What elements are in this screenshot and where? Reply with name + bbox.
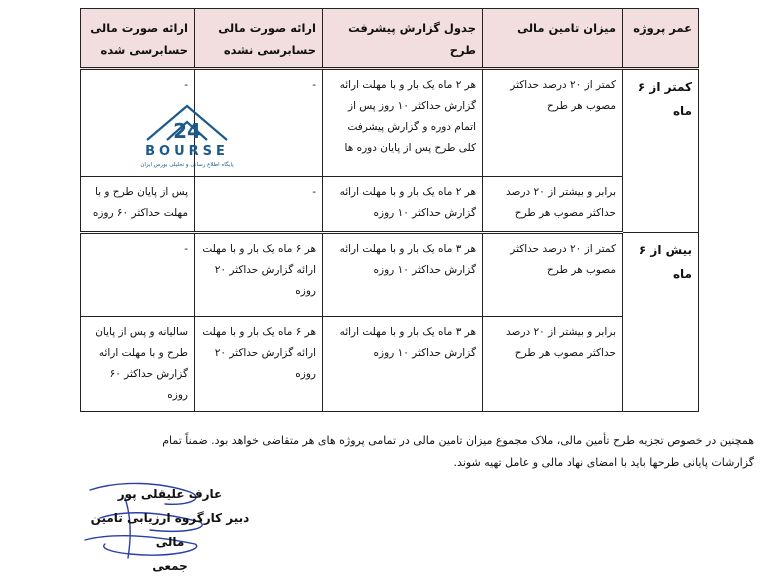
logo-text: BOURSE xyxy=(145,144,229,159)
table-cell-unaudited: هر ۶ ماه یک بار و با مهلت ارائه گزارش حداکثر ۲۰ روزه xyxy=(195,233,323,317)
header-audited-statements: ارائه صورت مالی حسابرسی شده xyxy=(81,9,195,69)
age-over-6-months: بیش از ۶ ماه xyxy=(623,233,699,412)
logo-number: 24 xyxy=(173,119,201,143)
table-cell-unaudited: هر ۶ ماه یک بار و با مهلت ارائه گزارش حداکثر ۲۰ روزه xyxy=(195,317,323,412)
signature-block xyxy=(80,482,260,578)
table-cell-funding: برابر و بیشتر از ۲۰ درصد حداکثر مصوب هر طرح xyxy=(483,177,623,233)
table-cell-audited: - xyxy=(81,69,195,177)
table-cell-unaudited: - xyxy=(195,177,323,233)
table-cell-progress: هر ۲ ماه یک بار و با مهلت ارائه گزارش حداکثر ۱۰ روز پس از اتمام دوره و گزارش پیشرفت کلی طرح پس از پایان دوره ها xyxy=(323,69,483,177)
header-funding-amount: میزان تامین مالی xyxy=(483,9,623,69)
unaudited-value: - xyxy=(312,79,316,91)
footnote-paragraph xyxy=(54,430,754,474)
header-project-age: عمر پروژه xyxy=(623,9,699,69)
table-cell-unaudited xyxy=(140,69,323,177)
signer-name: عارف علیقلی پور xyxy=(117,487,223,501)
signer-title: دبیر کارگروه ارزیابی تامین مالی xyxy=(90,511,250,549)
signer-org: جمعی xyxy=(152,559,188,573)
header-unaudited-statements: ارائه صورت مالی حسابرسی نشده xyxy=(195,9,323,69)
table-cell-progress: هر ۲ ماه یک بار و با مهلت ارائه گزارش حداکثر ۱۰ روزه xyxy=(323,177,483,233)
bourse-logo-graphic xyxy=(77,100,317,170)
table-cell-audited: - xyxy=(81,233,195,317)
footnote-line-1: همچنین در خصوص تجزیه طرح تأمین مالی، ملاک مجموع میزان تامین مالی در تمامی پروژه های هر متقاضی خواهد بود. ضمناً تمام xyxy=(162,434,754,447)
table-cell-progress: هر ۳ ماه یک بار و با مهلت ارائه گزارش حداکثر ۱۰ روزه xyxy=(323,317,483,412)
table-cell-funding: برابر و بیشتر از ۲۰ درصد حداکثر مصوب هر طرح xyxy=(483,317,623,412)
reporting-table xyxy=(80,8,699,412)
table-cell-funding: کمتر از ۲۰ درصد حداکثر مصوب هر طرح xyxy=(483,233,623,317)
table-cell-progress: هر ۳ ماه یک بار و با مهلت ارائه گزارش حداکثر ۱۰ روزه xyxy=(323,233,483,317)
age-under-6-months: کمتر از ۶ ماه xyxy=(623,69,699,233)
logo-subtitle: پایگاه اطلاع رسانی و تحلیلی بورس ایران xyxy=(140,162,234,168)
table-cell-audited: سالیانه و پس از پایان طرح و با مهلت ارائه گزارش حداکثر ۶۰ روزه xyxy=(81,317,195,412)
table-cell-audited: پس از پایان طرح و با مهلت حداکثر ۶۰ روزه xyxy=(81,177,195,233)
header-progress-report: جدول گزارش پیشرفت طرح xyxy=(323,9,483,69)
bourse-logo xyxy=(140,100,316,170)
footnote-line-2: گزارشات پایانی طرحها باید با امضای نهاد مالی و عامل تهیه شوند. xyxy=(453,456,754,469)
table-cell-funding: کمتر از ۲۰ درصد حداکثر مصوب هر طرح xyxy=(483,69,623,177)
